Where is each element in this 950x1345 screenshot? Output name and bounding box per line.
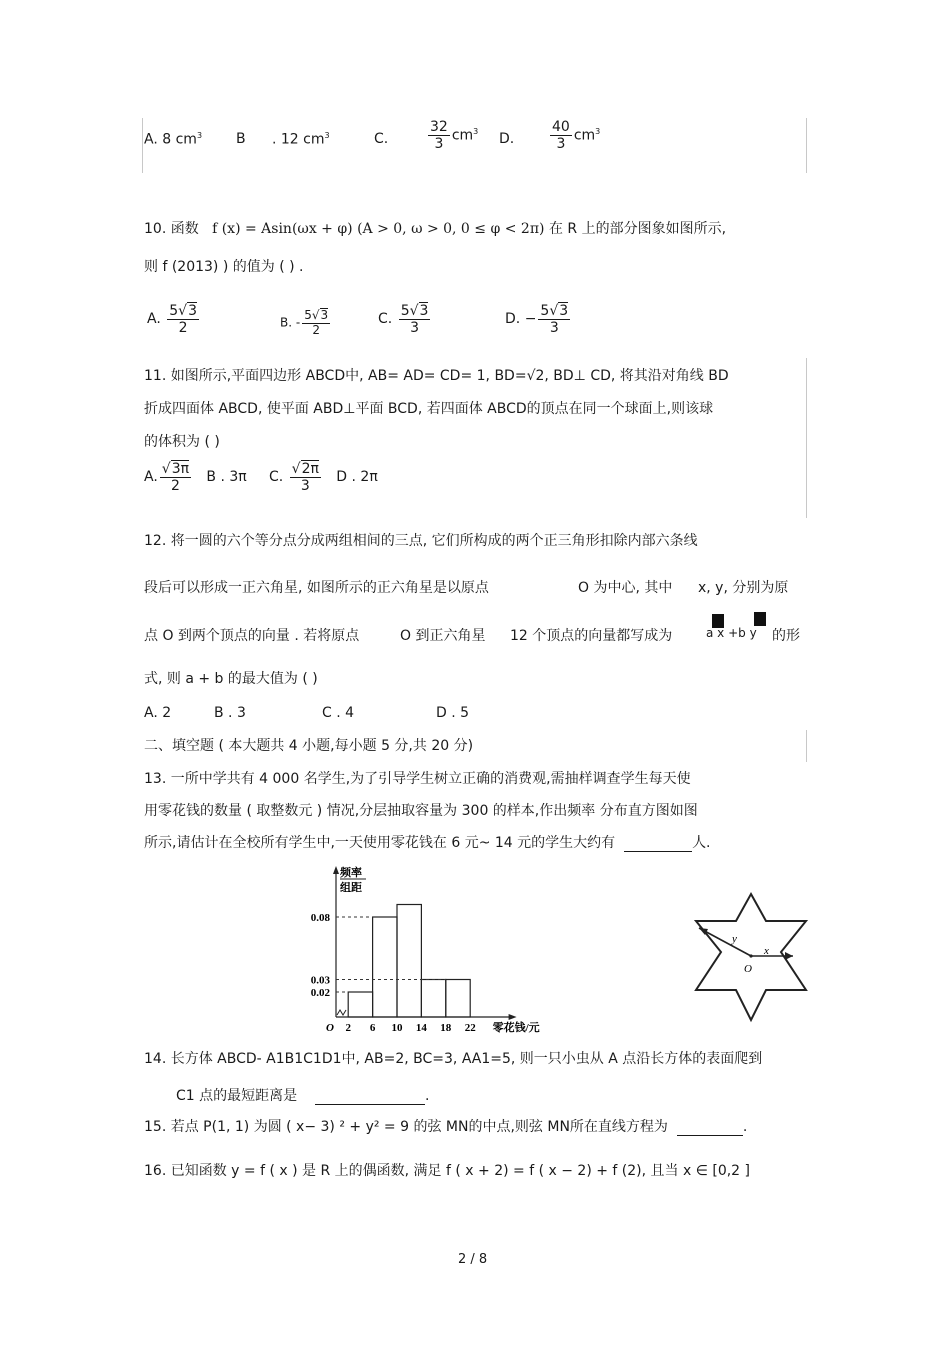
- y-tick-label: 0.02: [310, 987, 330, 999]
- scan-line: [142, 118, 143, 173]
- x-tick-label: 22: [464, 1022, 476, 1034]
- q12-line2a: 段后可以形成一正六角星, 如图所示的正六角星是以原点: [144, 580, 489, 596]
- q11-option-d: D . 2π: [336, 469, 378, 486]
- q10-option-b: B. - $\frac{5√3}{2}$: [280, 308, 329, 337]
- q12-option-b: B . 3: [214, 705, 246, 721]
- q11-line1: 11. 如图所示,平面四边形 ABCD中, AB= AD= CD= 1, BD=√2, BD⊥ CD, 将其沿对角线 BD: [144, 368, 729, 384]
- y-axis-label-bottom: 组距: [340, 882, 362, 894]
- x-tick-label: 10: [391, 1022, 403, 1034]
- histogram-bar: [421, 980, 445, 1018]
- q12-line1: 12. 将一圆的六个等分点分成两组相间的三点, 它们所构成的两个正三角形扣除内部六条线: [144, 533, 698, 549]
- hexagram-figure: [690, 890, 812, 1032]
- q13-line1: 13. 一所中学共有 4 000 名学生,为了引导学生树立正确的消费观,需抽样调查学生每天使: [144, 771, 691, 787]
- y-tick-label: 0.03: [310, 974, 330, 987]
- q10-option-a: A. $\frac{5√3}{2}$: [147, 303, 197, 337]
- scan-line: [806, 118, 807, 173]
- origin-label: O: [744, 963, 752, 975]
- vector-x-label: x: [764, 945, 769, 957]
- q12-option-d: D . 5: [436, 705, 470, 721]
- histogram-bar: [348, 992, 372, 1017]
- x-tick-label: 2: [345, 1022, 351, 1034]
- page-number: 2 / 8: [458, 1252, 488, 1267]
- q10-line1: 10. 函数 f (x) = Asin(ωx + φ) (A > 0, ω > 0, 0 ≤ φ < 2π) 在 R 上的部分图象如图所示,: [144, 221, 727, 237]
- x-tick-label: 6: [369, 1022, 376, 1034]
- q9-option-c-letter: C.: [374, 131, 389, 147]
- q11-option-a: A. $\frac{√3\pi}{2}$: [144, 461, 190, 495]
- origin-point: [749, 954, 752, 957]
- question-15: 15. 若点 P(1, 1) 为圆 ( x− 3) ² + y² = 9 的弦 MN的中点,则弦 MN所在直线方程为 .: [144, 1119, 748, 1135]
- x-tick-label: 14: [415, 1022, 427, 1034]
- q12-vector-expression: a x +b y: [706, 618, 757, 632]
- histogram-bar: [373, 917, 397, 1017]
- section-heading: 二、填空题 ( 本大题共 4 小题,每小题 5 分,共 20 分): [144, 738, 474, 754]
- q12-option-c: C . 4: [322, 705, 355, 721]
- q9-option-b-letter: B: [236, 131, 246, 147]
- q12-line3a: 点 O 到两个顶点的向量 . 若将原点: [144, 628, 360, 644]
- q9-option-d: $\frac{40}{3}$ $cm^3$: [552, 119, 601, 153]
- vector-y-label: y: [732, 933, 737, 945]
- q10-option-c: C. $\frac{5√3}{3}$: [378, 303, 429, 337]
- q13-line3: 所示,请估计在全校所有学生中,一天使用零花钱在 6 元~ 14 元的学生大约有 人.: [144, 835, 711, 851]
- q10-line2: 则 f (2013) ) 的值为 ( ) .: [144, 259, 304, 275]
- q12-line3c: 12 个顶点的向量都写成为: [510, 628, 673, 644]
- q9-option-c: $\frac{32}{3}$ $cm^3$: [430, 119, 479, 153]
- histogram-bar: [397, 905, 421, 1018]
- x-tick-label: 18: [440, 1022, 452, 1034]
- x-axis-arrow-icon: [509, 1014, 517, 1020]
- vector-y-arrow: [699, 928, 751, 956]
- q10-formula: f (x) = Asin(ωx + φ) (A > 0, ω > 0, 0 ≤ φ < 2π): [212, 221, 545, 237]
- q12-line4: 式, 则 a + b 的最大值为 ( ): [144, 671, 318, 687]
- q11-options: [144, 460, 378, 494]
- q11-option-c: C. $\frac{√2\pi}{3}$: [268, 461, 319, 495]
- answer-blank[interactable]: [315, 1088, 425, 1105]
- q11-option-b: B . 3π: [206, 469, 247, 486]
- q11-line3: 的体积为 ( ): [144, 434, 220, 450]
- q13-line2: 用零花钱的数量 ( 取整数元 ) 情况,分层抽取容量为 300 的样本,作出频率 分布直方图如图: [144, 803, 698, 819]
- axis-break-icon: [337, 1010, 346, 1015]
- x-axis-label: 零花钱/元: [492, 1022, 540, 1034]
- y-axis-arrow-icon: [333, 866, 339, 874]
- q11-line2: 折成四面体 ABCD, 使平面 ABD⊥平面 BCD, 若四面体 ABCD的顶点在同一个球面上,则该球: [144, 401, 714, 417]
- y-tick-label: 0.08: [310, 912, 330, 924]
- q12-line2b: O 为中心, 其中: [578, 580, 673, 596]
- q9-option-d-letter: D.: [499, 131, 515, 147]
- histogram-bar: [446, 980, 470, 1018]
- origin-label: O: [326, 1022, 334, 1034]
- scan-line: [806, 358, 807, 518]
- q14-line1: 14. 长方体 ABCD- A1B1C1D1中, AB=2, BC=3, AA1=5, 则一只小虫从 A 点沿长方体的表面爬到: [144, 1051, 763, 1067]
- answer-blank[interactable]: [624, 835, 692, 852]
- q14-line2: C1 点的最短距离是 .: [176, 1088, 430, 1104]
- q9-option-a: A. 8 $cm^3$: [144, 131, 203, 148]
- question-16: 16. 已知函数 y = f ( x ) 是 R 上的偶函数, 满足 f ( x + 2) = f ( x − 2) + f (2), 且当 x ∈ [0,2 ]: [144, 1163, 750, 1179]
- q12-line3e: 的形: [772, 628, 800, 644]
- q12-line2c: x, y, 分别为原: [698, 580, 789, 596]
- answer-blank[interactable]: [677, 1119, 743, 1136]
- q12-line3b: O 到正六角星: [400, 628, 486, 644]
- arrowhead-icon: [785, 952, 793, 960]
- y-axis-label-top: 频率: [340, 867, 362, 879]
- q9-option-b: . 12 $cm^3$: [272, 131, 330, 148]
- scan-line: [806, 730, 807, 762]
- q12-option-a: A. 2: [144, 705, 172, 721]
- q10-option-d: D. − $\frac{5√3}{3}$: [505, 303, 569, 337]
- vector-placeholder-icon: [754, 612, 766, 626]
- histogram-chart: [300, 862, 560, 1034]
